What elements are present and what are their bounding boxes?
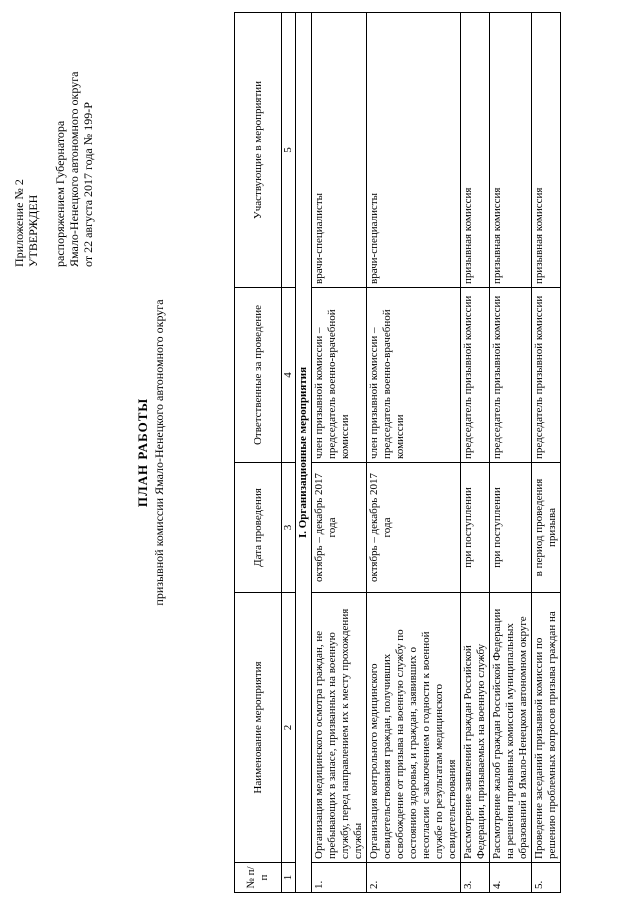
header-participants: Участвующие в мероприятии	[235, 13, 282, 288]
row-number: 2.	[367, 863, 461, 893]
row-participants: призывная комиссия	[461, 13, 490, 288]
row-number: 3.	[461, 863, 490, 893]
approval-status: УТВЕРЖДЕН	[26, 194, 40, 267]
column-number: 5	[282, 13, 296, 288]
row-event-name: Организация контрольного медицинского освидетельствования граждан, получивших освобождение от призыва на военную службу по состоянию здоровья, и граждан, заявивших о несогласии с заключением о годности к военной службе по результатам медицинского освидетельствования	[367, 593, 461, 863]
row-participants: врачи-специалисты	[312, 13, 367, 288]
table-row	[461, 13, 490, 893]
column-number: 1	[282, 863, 296, 893]
table-header-row	[235, 13, 282, 893]
row-number: 1.	[312, 863, 367, 893]
document-title-block	[135, 0, 167, 905]
column-number: 3	[282, 463, 296, 593]
row-participants: призывная комиссия	[532, 13, 561, 288]
document-subtitle: призывной комиссии Ямало-Ненецкого автономного округа	[152, 299, 166, 606]
row-responsible: член призывной комиссии – председатель военно-врачебной комиссии	[312, 288, 367, 463]
header-date: Дата проведения	[235, 463, 282, 593]
row-event-name: Рассмотрение жалоб граждан Российской Федерации на решения призывных комиссий муниципальных образований в Ямало-Ненецком автономном округе	[490, 593, 532, 863]
row-event-name: Проведение заседаний призывной комиссии по решению проблемных вопросов призыва граждан на	[532, 593, 561, 863]
row-participants: призывная комиссия	[490, 13, 532, 288]
row-date: при поступлении	[490, 463, 532, 593]
header-number: № п/п	[235, 863, 282, 893]
column-number: 2	[282, 593, 296, 863]
row-responsible: председатель призывной комиссии	[532, 288, 561, 463]
column-number: 4	[282, 288, 296, 463]
section-heading: I. Организационные мероприятия	[296, 13, 312, 893]
row-participants: врачи-специалисты	[367, 13, 461, 288]
row-event-name: Рассмотрение заявлений граждан Российской Федерации, призываемых на военную службу	[461, 593, 490, 863]
row-responsible: член призывной комиссии – председатель военно-врачебной комиссии	[367, 288, 461, 463]
row-date: октябрь – декабрь 2017 года	[367, 463, 461, 593]
document-title: ПЛАН РАБОТЫ	[135, 397, 150, 508]
row-date: в период проведения призыва	[532, 463, 561, 593]
table-row	[312, 13, 367, 893]
row-date: октябрь – декабрь 2017 года	[312, 463, 367, 593]
row-date: при поступлении	[461, 463, 490, 593]
row-responsible: председатель призывной комиссии	[461, 288, 490, 463]
approval-stamp-block	[12, 7, 95, 267]
appendix-number: Приложение № 2	[12, 179, 26, 267]
table-row	[367, 13, 461, 893]
column-number-row	[282, 13, 296, 893]
section-heading-row	[296, 13, 312, 893]
row-number: 4.	[490, 863, 532, 893]
approval-region: Ямало-Ненецкого автономного округа	[67, 71, 81, 267]
table-row	[490, 13, 532, 893]
header-event-name: Наименование мероприятия	[235, 593, 282, 863]
row-number: 5.	[532, 863, 561, 893]
approval-date: от 22 августа 2017 года № 199-Р	[81, 102, 95, 267]
row-responsible: председатель призывной комиссии	[490, 288, 532, 463]
row-event-name: Организация медицинского осмотра граждан, не пребывающих в запасе, призванных на военную службу, перед направлением их к месту прохождения службы	[312, 593, 367, 863]
approval-authority: распоряжением Губернатора	[53, 120, 67, 267]
header-responsible: Ответственные за проведение	[235, 288, 282, 463]
work-plan-table	[234, 12, 561, 893]
table-row	[532, 13, 561, 893]
